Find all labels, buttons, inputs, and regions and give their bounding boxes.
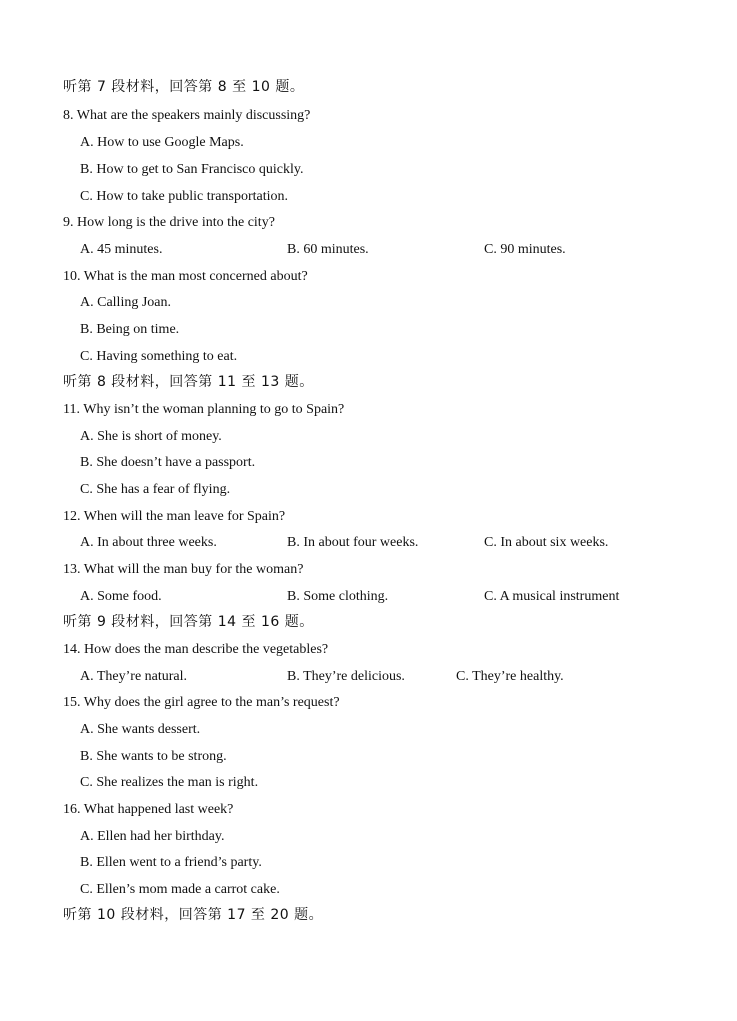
question-9: 9. How long is the drive into the city? bbox=[63, 215, 275, 230]
question-10: 10. What is the man most concerned about? bbox=[63, 269, 308, 284]
q10-option-c: C. Having something to eat. bbox=[80, 349, 238, 364]
q13-option-c: C. A musical instrument bbox=[484, 589, 620, 604]
section-header-8: 听第 8 段材料，回答第 11 至 13 题。 bbox=[63, 374, 314, 390]
q12-option-b: B. In about four weeks. bbox=[287, 535, 419, 550]
q14-option-c: C. They’re healthy. bbox=[456, 669, 564, 684]
q9-option-c: C. 90 minutes. bbox=[484, 242, 566, 257]
question-16: 16. What happened last week? bbox=[63, 802, 234, 817]
q12-option-c: C. In about six weeks. bbox=[484, 535, 609, 550]
q11-option-a: A. She is short of money. bbox=[80, 429, 222, 444]
question-11: 11. Why isn’t the woman planning to go to Spain? bbox=[63, 402, 345, 417]
q8-option-c: C. How to take public transportation. bbox=[80, 189, 289, 204]
q9-option-b: B. 60 minutes. bbox=[287, 242, 369, 257]
q16-option-c: C. Ellen’s mom made a carrot cake. bbox=[80, 882, 280, 897]
q15-option-b: B. She wants to be strong. bbox=[80, 749, 227, 764]
section-header-7: 听第 7 段材料，回答第 8 至 10 题。 bbox=[63, 79, 305, 95]
q16-option-b: B. Ellen went to a friend’s party. bbox=[80, 855, 262, 870]
q16-option-a: A. Ellen had her birthday. bbox=[80, 829, 225, 844]
section-header-9: 听第 9 段材料，回答第 14 至 16 题。 bbox=[63, 614, 314, 630]
question-12: 12. When will the man leave for Spain? bbox=[63, 509, 286, 524]
q11-option-b: B. She doesn’t have a passport. bbox=[80, 455, 256, 470]
q10-option-b: B. Being on time. bbox=[80, 322, 180, 337]
q10-option-a: A. Calling Joan. bbox=[80, 295, 171, 310]
q8-option-a: A. How to use Google Maps. bbox=[80, 135, 244, 150]
q15-option-a: A. She wants dessert. bbox=[80, 722, 201, 737]
q11-option-c: C. She has a fear of flying. bbox=[80, 482, 231, 497]
q8-option-b: B. How to get to San Francisco quickly. bbox=[80, 162, 304, 177]
q15-option-c: C. She realizes the man is right. bbox=[80, 775, 259, 790]
q9-option-a: A. 45 minutes. bbox=[80, 242, 163, 257]
question-14: 14. How does the man describe the vegetables? bbox=[63, 642, 329, 657]
q13-option-a: A. Some food. bbox=[80, 589, 162, 604]
q13-option-b: B. Some clothing. bbox=[287, 589, 389, 604]
q12-option-a: A. In about three weeks. bbox=[80, 535, 217, 550]
question-15: 15. Why does the girl agree to the man’s request? bbox=[63, 695, 340, 710]
question-13: 13. What will the man buy for the woman? bbox=[63, 562, 304, 577]
question-8: 8. What are the speakers mainly discussing? bbox=[63, 108, 311, 123]
section-header-10: 听第 10 段材料，回答第 17 至 20 题。 bbox=[63, 907, 324, 923]
q14-option-a: A. They’re natural. bbox=[80, 669, 188, 684]
q14-option-b: B. They’re delicious. bbox=[287, 669, 405, 684]
